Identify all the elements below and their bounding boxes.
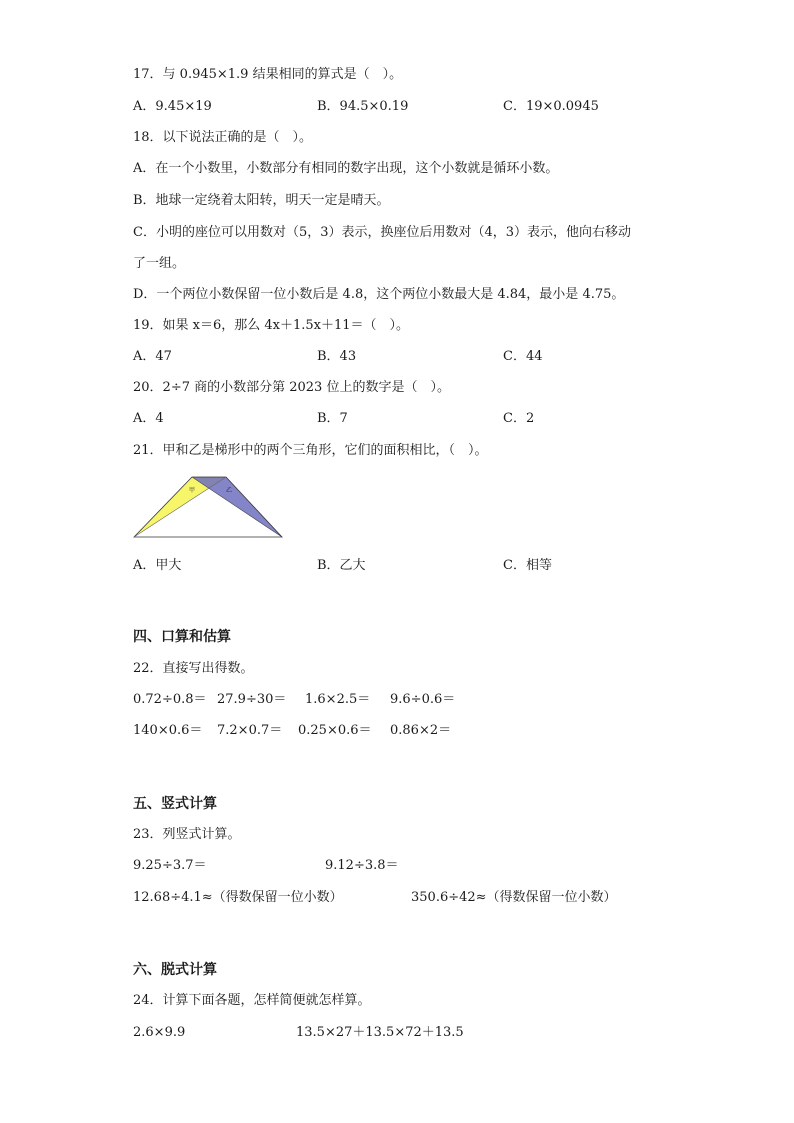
q18-option-a[interactable]: A．在一个小数里，小数部分有相同的数字出现，这个小数就是循环小数。 (133, 161, 559, 176)
q23-item: 9.12÷3.8＝ (325, 858, 399, 873)
q24-item: 13.5×27＋13.5×72＋13.5 (296, 1025, 464, 1040)
section-5-title: 五、竖式计算 (133, 796, 217, 812)
q19-stem: 19．如果 x＝6，那么 4x＋1.5x＋11＝（ ）。 (133, 318, 410, 333)
q17-option-c[interactable]: C．19×0.0945 (503, 99, 599, 114)
q22-stem: 22．直接写出得数。 (133, 661, 254, 676)
diagonal-1 (134, 477, 226, 537)
q21-option-a[interactable]: A．甲大 (133, 558, 182, 573)
q22-item: 0.86×2＝ (390, 723, 452, 738)
q23-item: 350.6÷42≈（得数保留一位小数） (411, 890, 617, 905)
q24-item: 2.6×9.9 (133, 1025, 186, 1040)
q23-stem: 23．列竖式计算。 (133, 827, 241, 842)
q22-item: 0.72÷0.8＝ (133, 692, 207, 707)
q22-item: 0.25×0.6＝ (298, 723, 372, 738)
q17-option-a[interactable]: A．9.45×19 (133, 99, 212, 114)
q20-option-a[interactable]: A．4 (133, 411, 164, 426)
diagonal-2 (192, 477, 282, 537)
q22-item: 1.6×2.5＝ (305, 692, 371, 707)
q19-option-b[interactable]: B．43 (317, 349, 357, 364)
q18-stem: 18．以下说法正确的是（ ）。 (133, 130, 313, 145)
label-yi: 乙 (226, 487, 233, 494)
q17-option-b[interactable]: B．94.5×0.19 (317, 99, 409, 114)
q21-option-c[interactable]: C．相等 (503, 558, 552, 573)
q20-option-b[interactable]: B．7 (317, 411, 348, 426)
q21-stem: 21．甲和乙是梯形中的两个三角形，它们的面积相比，（ ）。 (133, 443, 488, 458)
q18-option-c[interactable]: C．小明的座位可以用数对（5，3）表示，换座位后用数对（4，3）表示，他向右移动 (133, 225, 632, 240)
q20-option-c[interactable]: C．2 (503, 411, 535, 426)
q23-item: 9.25÷3.7＝ (133, 858, 207, 873)
q19-option-a[interactable]: A．47 (133, 349, 172, 364)
q22-item: 9.6÷0.6＝ (390, 692, 456, 707)
section-6-title: 六、脱式计算 (133, 962, 217, 978)
q18-option-b[interactable]: B．地球一定绕着太阳转，明天一定是晴天。 (133, 193, 390, 208)
q19-option-c[interactable]: C．44 (503, 349, 543, 364)
section-4-title: 四、口算和估算 (133, 629, 231, 645)
q23-item: 12.68÷4.1≈（得数保留一位小数） (133, 890, 343, 905)
q21-option-b[interactable]: B．乙大 (317, 558, 366, 573)
q24-stem: 24．计算下面各题，怎样简便就怎样算。 (133, 993, 371, 1008)
label-jia: 甲 (189, 487, 196, 494)
q20-stem: 20．2÷7 商的小数部分第 2023 位上的数字是（ ）。 (133, 380, 450, 395)
q18-option-d[interactable]: D．一个两位小数保留一位小数后是 4.8，这个两位小数最大是 4.84，最小是 4.75。 (133, 287, 625, 302)
trapezoid-figure (130, 472, 290, 542)
q22-item: 7.2×0.7＝ (217, 723, 283, 738)
q22-item: 140×0.6＝ (133, 723, 203, 738)
q17-stem: 17．与 0.945×1.9 结果相同的算式是（ ）。 (133, 67, 403, 82)
q22-item: 27.9÷30＝ (217, 692, 287, 707)
q18-option-c-cont: 了一组。 (133, 256, 186, 271)
